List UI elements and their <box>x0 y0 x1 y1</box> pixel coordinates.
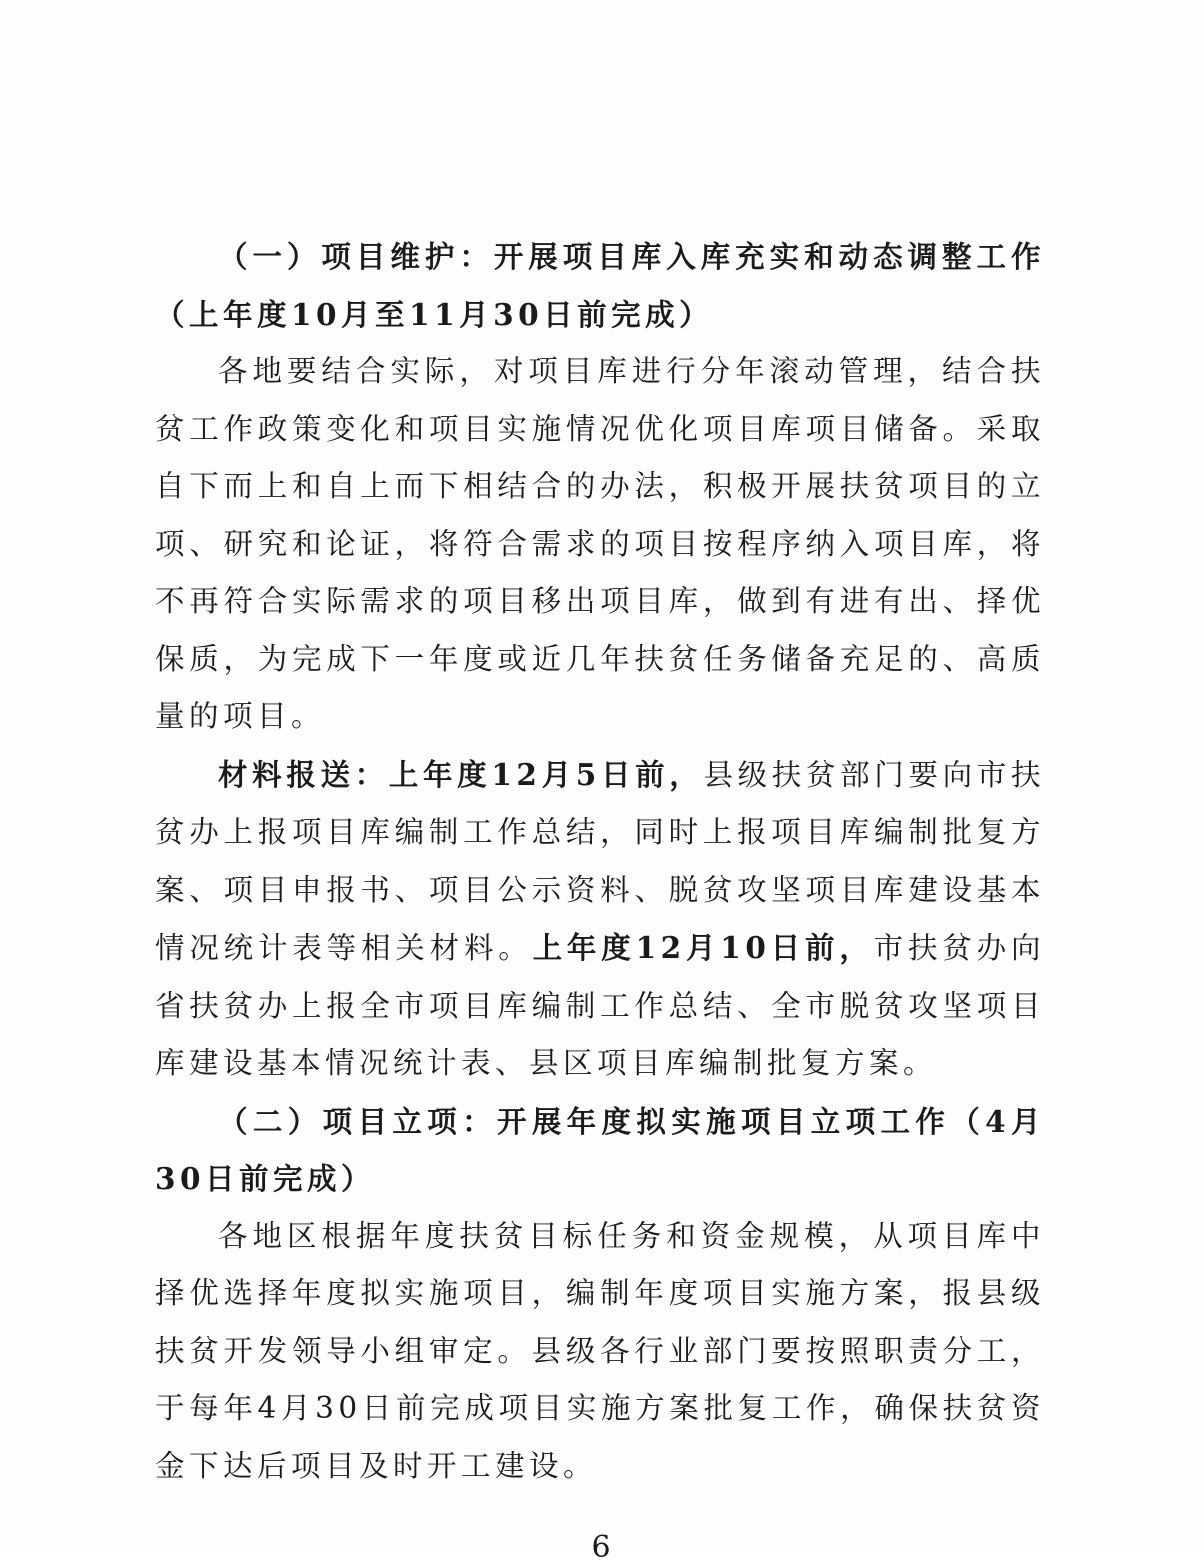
section1-paragraph: 各地要结合实际，对项目库进行分年滚动管理，结合扶贫工作政策变化和项目实施情况优化项目库项目储备。采取自下而上和自上而下相结合的办法，积极开展扶贫项目的立项、研究和论证，将符合需求的项目按程序纳入项目库，将不再符合实际需求的项目移出项目库，做到有进有出、择优保质，为完成下一年度或近几年扶贫任务储备充足的、高质量的项目。 <box>155 354 1045 733</box>
page-number: 6 <box>591 1530 611 1565</box>
materials-paragraph <box>155 746 1045 1093</box>
materials-text-part2: 市扶贫办向省扶贫办上报全市项目库编制工作总结、全市脱贫攻坚项目库建设基本情况统计表、县区项目库编制批复方案。 <box>155 931 1045 1080</box>
section1-heading: （一）项目维护：开展项目库入库充实和动态调整工作（上年度10月至11月30日前完成） <box>155 239 1045 332</box>
materials-deadline-2: 上年度12月10日前， <box>532 930 874 965</box>
document-body <box>155 228 1045 1495</box>
materials-text-part1: 县级扶贫部门要向市扶贫办上报项目库编制工作总结，同时上报项目库编制批复方案、项目申报书、项目公示资料、脱贫攻坚项目库建设基本情况统计表等相关材料。 <box>155 757 1045 965</box>
materials-lead: 材料报送：上年度12月5日前， <box>218 756 704 792</box>
section2-paragraph: 各地区根据年度扶贫目标任务和资金规模，从项目库中择优选择年度拟实施项目，编制年度项目实施方案，报县级扶贫开发领导小组审定。县级各行业部门要按照职责分工，于每年4月30日前完成项目实施方案批复工作，确保扶贫资金下达后项目及时开工建设。 <box>155 1218 1045 1483</box>
section2-heading: （二）项目立项：开展年度拟实施项目立项工作（4月30日前完成） <box>155 1103 1045 1196</box>
